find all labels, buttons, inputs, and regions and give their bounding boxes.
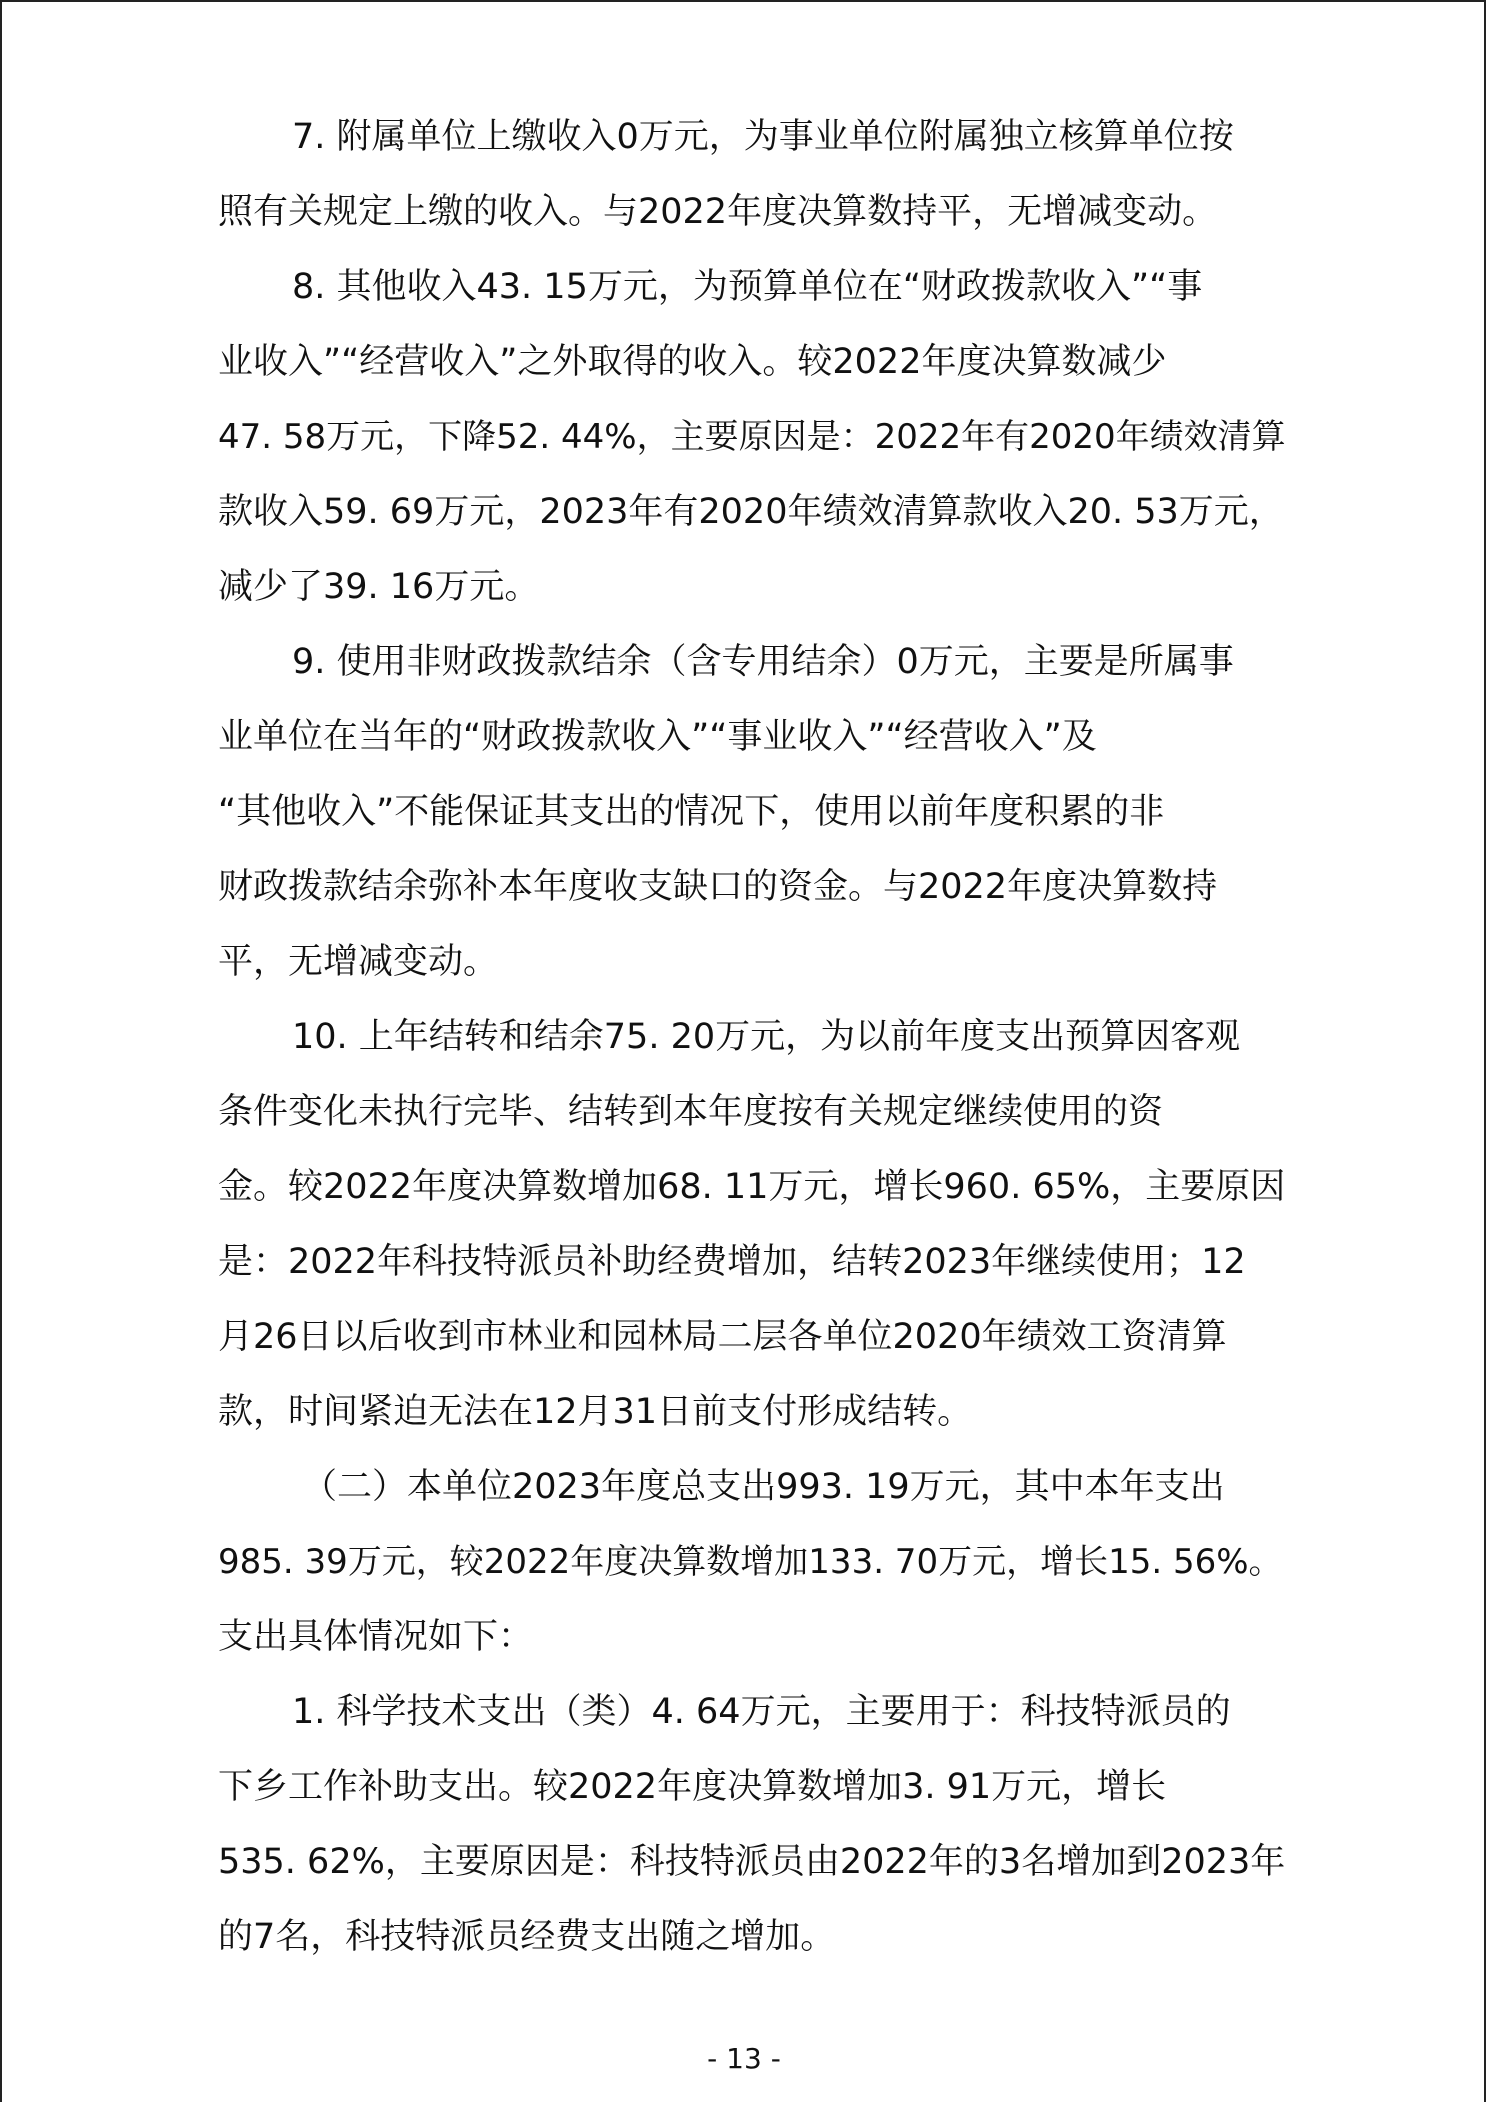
- text-line: 款收入59. 69万元，2023年有2020年绩效清算款收入20. 53万元，: [218, 492, 1284, 532]
- text-line: 985. 39万元，较2022年度决算数增加133. 70万元，增长15. 56%。: [218, 1542, 1283, 1582]
- text-line: 47. 58万元，下降52. 44%，主要原因是：2022年有2020年绩效清算: [218, 417, 1286, 457]
- text-line: 535. 62%，主要原因是：科技特派员由2022年的3名增加到2023年: [218, 1842, 1286, 1882]
- text-line: 款，时间紧迫无法在12月31日前支付形成结转。: [218, 1392, 973, 1432]
- text-line: 7. 附属单位上缴收入0万元，为事业单位附属独立核算单位按: [292, 117, 1234, 157]
- text-line: 条件变化未执行完毕、结转到本年度按有关规定继续使用的资: [218, 1092, 1164, 1132]
- text-line: 减少了39. 16万元。: [218, 567, 540, 607]
- text-line: 月26日以后收到市林业和园林局二层各单位2020年绩效工资清算: [218, 1317, 1227, 1357]
- document-body: [218, 100, 1288, 1975]
- text-line: （二）本单位2023年度总支出993. 19万元，其中本年支出: [302, 1467, 1225, 1507]
- text-line: 照有关规定上缴的收入。与2022年度决算数持平，无增减变动。: [218, 192, 1218, 232]
- text-line: 9. 使用非财政拨款结余（含专用结余）0万元，主要是所属事: [292, 642, 1234, 682]
- text-line: 支出具体情况如下：: [218, 1617, 534, 1657]
- text-line: “其他收入”不能保证其支出的情况下，使用以前年度积累的非: [218, 792, 1165, 832]
- text-line: 业收入”“经营收入”之外取得的收入。较2022年度决算数减少: [218, 342, 1167, 382]
- text-line: 平，无增减变动。: [218, 942, 499, 982]
- text-line: 的7名，科技特派员经费支出随之增加。: [218, 1917, 836, 1957]
- text-line: 10. 上年结转和结余75. 20万元，为以前年度支出预算因客观: [292, 1017, 1241, 1057]
- text-line: 业单位在当年的“财政拨款收入”“事业收入”“经营收入”及: [218, 717, 1097, 757]
- text-line: 金。较2022年度决算数增加68. 11万元，增长960. 65%，主要原因: [218, 1167, 1286, 1207]
- text-line: 是：2022年科技特派员补助经费增加，结转2023年继续使用；12: [218, 1242, 1246, 1282]
- text-line: 下乡工作补助支出。较2022年度决算数增加3. 91万元，增长: [218, 1767, 1167, 1807]
- text-line: 财政拨款结余弥补本年度收支缺口的资金。与2022年度决算数持: [218, 867, 1218, 907]
- text-line: 1. 科学技术支出（类）4. 64万元，主要用于：科技特派员的: [292, 1692, 1231, 1732]
- text-line: 8. 其他收入43. 15万元，为预算单位在“财政拨款收入”“事: [292, 267, 1203, 307]
- page-number: - 13 -: [707, 2042, 781, 2075]
